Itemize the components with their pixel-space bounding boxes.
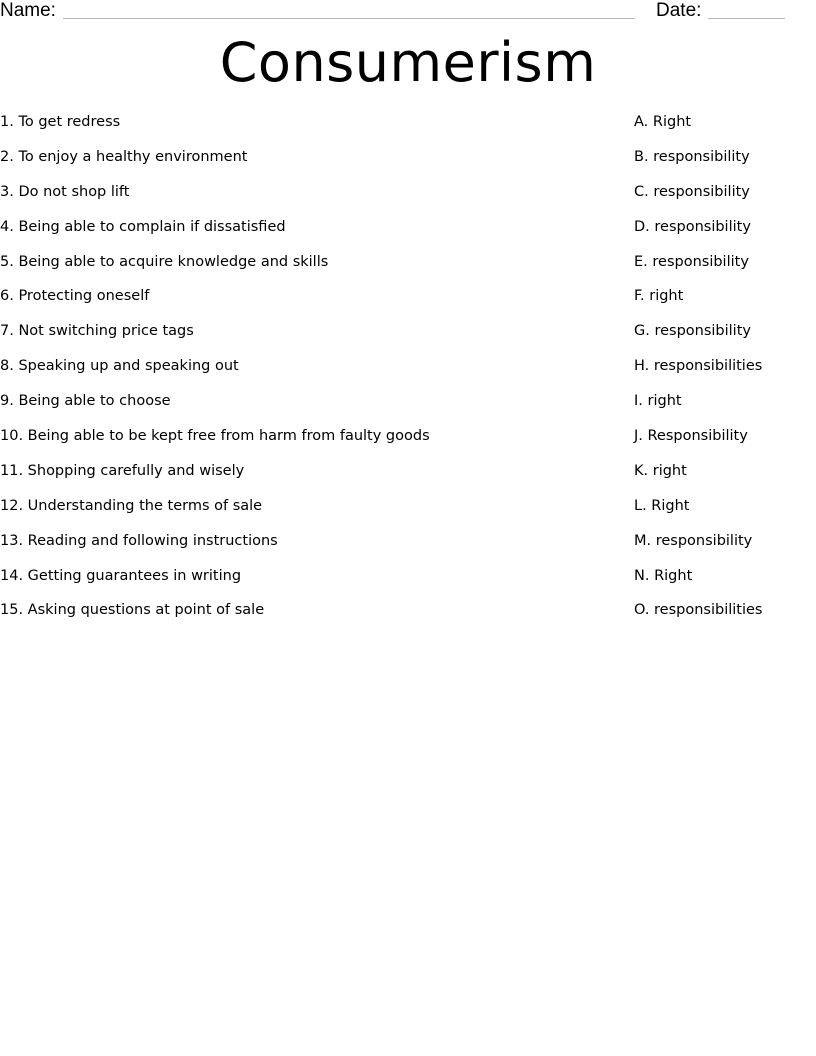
clue-text: 9. Being able to choose [0,393,171,410]
date-label: Date: [656,0,702,21]
worksheet-title: Consumerism [219,31,597,94]
name-label: Name: [0,0,56,21]
clue-text: 6. Protecting oneself [0,288,150,305]
matching-list [0,111,816,634]
matching-row [0,320,816,355]
clue-text: 13. Reading and following instructions [0,532,278,549]
date-input-line[interactable] [708,18,785,19]
answer-option: L. Right [634,497,690,514]
matching-row [0,460,816,495]
answer-option: G. responsibility [634,323,751,340]
matching-row [0,425,816,460]
name-input-line[interactable] [63,18,635,19]
matching-row [0,355,816,390]
answer-option: I. right [634,393,682,410]
clue-text: 4. Being able to complain if dissatisfied [0,218,286,235]
matching-row [0,181,816,216]
matching-row [0,565,816,600]
answer-option: A. Right [634,114,692,130]
answer-option: D. responsibility [634,218,751,235]
answer-option: O. responsibilities [634,602,763,619]
answer-option: N. Right [634,567,693,584]
clue-text: 14. Getting guarantees in writing [0,567,242,584]
clue-text: 7. Not switching price tags [0,323,194,340]
matching-row [0,111,816,146]
clue-text: 12. Understanding the terms of sale [0,497,263,514]
matching-row [0,146,816,181]
worksheet-header [0,0,816,22]
matching-row [0,530,816,565]
clue-text: 15. Asking questions at point of sale [0,602,265,619]
clue-text: 2. To enjoy a healthy environment [0,148,248,165]
matching-row [0,251,816,286]
matching-row [0,599,816,634]
clue-text: 10. Being able to be kept free from harm from faulty goods [0,428,430,445]
clue-text: 1. To get redress [0,114,121,130]
matching-row [0,390,816,425]
matching-row [0,495,816,530]
matching-row [0,216,816,251]
answer-option: J. Responsibility [634,428,748,445]
clue-text: 8. Speaking up and speaking out [0,358,239,375]
answer-option: C. responsibility [634,183,750,200]
answer-option: H. responsibilities [634,358,763,375]
matching-row [0,285,816,320]
answer-option: B. responsibility [634,148,750,165]
clue-text: 11. Shopping carefully and wisely [0,462,245,479]
clue-text: 5. Being able to acquire knowledge and skills [0,253,329,270]
answer-option: F. right [634,288,684,305]
answer-option: M. responsibility [634,532,753,549]
answer-option: E. responsibility [634,253,749,270]
answer-option: K. right [634,462,687,479]
clue-text: 3. Do not shop lift [0,183,130,200]
